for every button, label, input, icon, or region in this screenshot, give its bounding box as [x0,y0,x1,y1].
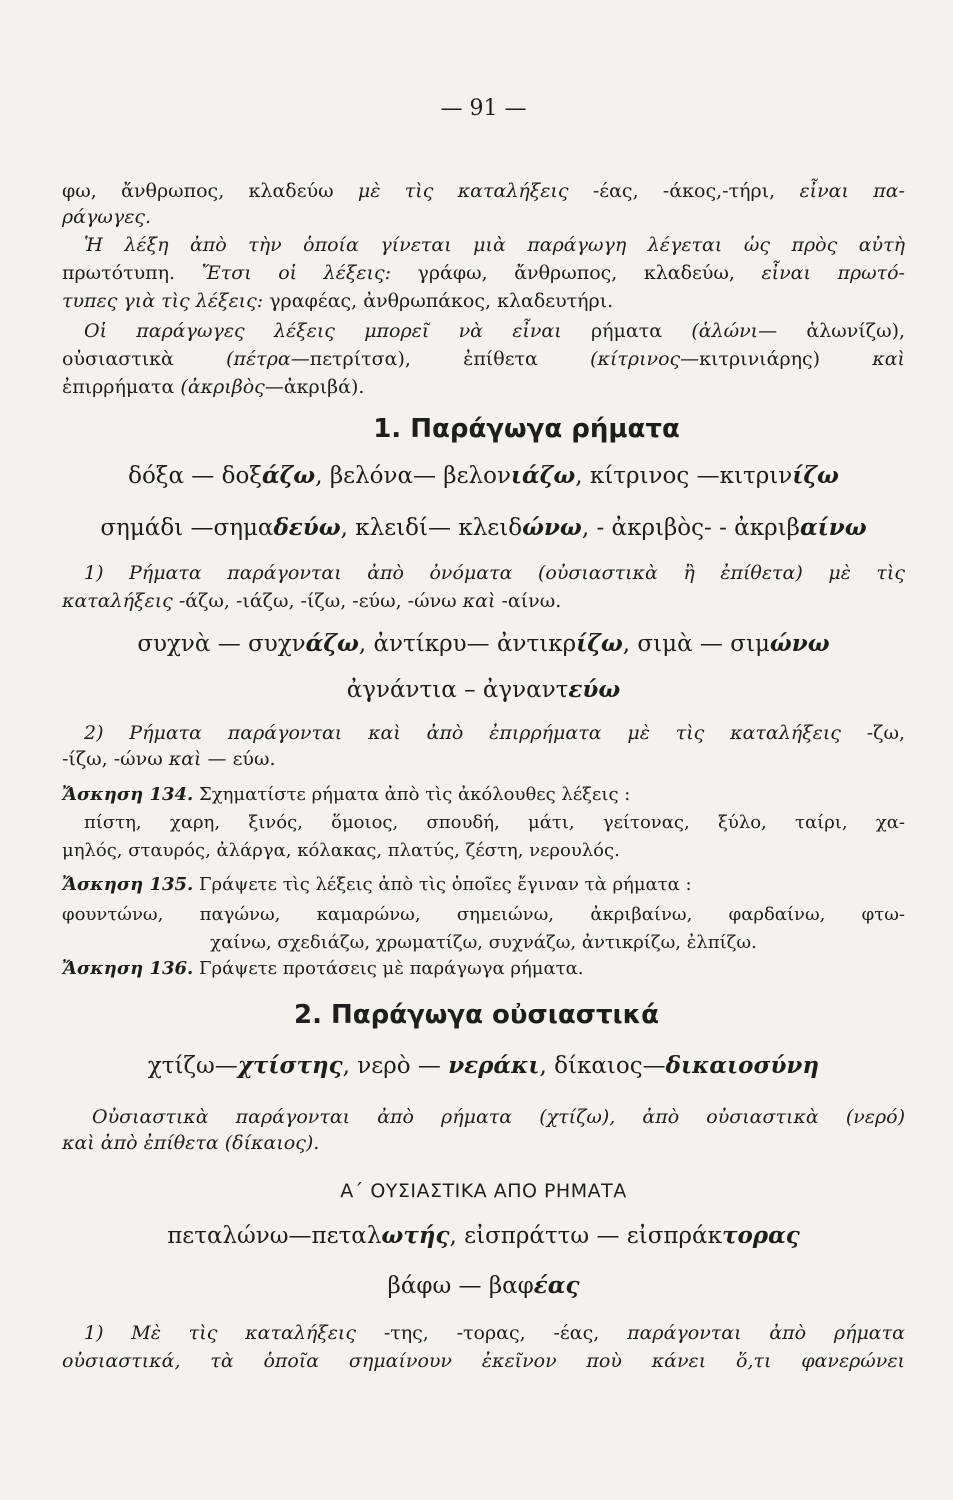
text: συχνὰ — συχν [137,631,306,657]
text: καταλήξεις [62,590,179,612]
exercise-135-line: χαίνω, σχεδιάζω, χρωματίζω, συχνάζω, ἀντικρίζω, ἐλπίζω. [210,932,757,953]
rule-line [62,590,905,613]
example-line [62,1052,905,1081]
text: γραφέας, ἀνθρωπάκος, κλαδευτήρι. [269,290,614,312]
text: δόξα — δοξ [128,463,262,489]
text: — εύω. [207,748,276,770]
text: -ίζω, -ώνω [62,748,169,770]
text: πεταλώνω—πεταλ [167,1223,382,1249]
exercise-135-line [62,874,905,896]
exercise-label: Ἄσκηση 134. [62,784,194,805]
example-line [62,630,905,659]
text: χτίστης [237,1052,343,1079]
text: ίζω [576,630,623,657]
text: σημάδι —σημα [100,515,274,541]
text: φω, ἄνθρωπος, κλαδεύω [62,180,334,202]
example-line [62,1222,905,1251]
example-line [62,514,905,543]
text: ἁλωνίζω), [806,320,906,342]
paragraph-line [84,320,905,343]
text: παράγονται ἀπὸ ρήματα [627,1322,905,1344]
exercise-134-line: πίστη, χαρη, ξινός, ὅμοιος, σπουδή, μάτι, γείτονας, ξύλο, ταίρι, χα- [84,812,905,833]
text: οὐσιαστικὰ [62,348,174,370]
rule-line [84,722,905,745]
text: χτίζω— [147,1053,238,1079]
text: , σιμὰ — σιμ [622,631,770,657]
example-line [62,462,905,491]
text: -ζω, [866,722,905,744]
paragraph-line [62,290,905,313]
text: ἀγνάντια – ἀγναντ [346,677,569,703]
rule-line [84,1322,905,1345]
text: ίζω [792,462,839,489]
text: δεύω [273,514,341,541]
paragraph-line: Ἡ λέξη ἀπὸ τὴν ὁποία γίνεται μιὰ παράγωγη λέγεται ὡς πρὸς αὐτὴ [84,234,905,256]
text: ώνω [769,630,830,657]
text: -αίνω. [501,590,562,612]
example-line [62,676,905,705]
text: βάφω — βαφ [387,1273,534,1299]
text: πετρίτσα), [309,348,464,370]
text: δικαιοσύνη [665,1052,820,1079]
text: , βελόνα— βελον [315,463,511,489]
rule-line [62,748,905,771]
text: Γράψετε προτάσεις μὲ παράγωγα ρήματα. [193,958,584,979]
paragraph-line [62,348,905,371]
text: ἀκριβά). [283,376,365,398]
text: ρήματα [590,320,663,342]
text: ώνω [522,514,582,541]
text: μὲ τὶς καταλήξεις [333,180,593,202]
text: καὶ [462,590,502,612]
exercise-136-line [62,958,905,980]
text: ωτής [381,1222,450,1249]
section-heading: 2. Παράγωγα οὐσιαστικά [293,1000,659,1030]
text: (ἀκριβὸς— [174,376,284,398]
exercise-134-line [62,784,905,806]
paragraph-line: ράγωγες. [62,206,152,228]
text: -έας, -άκος,-τήρι, [592,180,800,202]
text: 2) Ρήματα παράγονται καὶ ἀπὸ ἐπιρρήματα μὲ τὶς καταλήξεις [84,722,867,744]
text: , κλειδί— κλειδ [340,515,523,541]
text: , νερὸ — [342,1053,449,1079]
rule-line: 1) Ρήματα παράγονται ἀπὸ ὀνόματα (οὐσιαστικὰ ἢ ἐπίθετα) μὲ τὶς [84,562,905,584]
text: (κίτρινος— [537,348,700,370]
text: 1) Μὲ τὶς καταλήξεις [84,1322,384,1344]
text: (ἁλώνι— [662,320,807,342]
text: ιάζω [510,462,576,489]
text: νεράκι [448,1052,540,1079]
exercise-label: Ἄσκηση 135. [62,874,194,895]
text: , δίκαιος— [539,1053,666,1079]
text: (πέτρα— [173,348,310,370]
text: , ἀντίκρυ— ἀντικρ [358,631,577,657]
example-line [62,1272,905,1301]
text: αίνω [799,514,867,541]
section-heading: 1. Παράγωγα ρήματα [373,414,680,444]
paragraph-line [62,262,905,285]
text: άζω [305,630,359,657]
text: εύω [568,676,621,703]
text: , κίτρινος —κιτριν [575,463,793,489]
exercise-134-line: μηλός, σταυρός, ἀλάργα, κόλακας, πλατύς, ζέστη, νερουλός. [62,840,620,861]
text: ἐπιρρήματα [62,376,175,398]
text: εἶναι πα- [799,180,905,202]
paragraph-line [62,376,905,399]
text: εἶναι πρωτό- [761,262,905,284]
text: καὶ [168,748,208,770]
text: Γράψετε τὶς λέξεις ἀπὸ τὶς ὁποῖες ἔγιναν τὰ ρήματα : [193,874,692,895]
text: κιτρινιάρης) [699,348,873,370]
text: , - ἀκριβὸς- - ἀκριβ [581,515,800,541]
paragraph-line [62,180,905,203]
exercise-135-line: φουντώνω, παγώνω, καμαρώνω, σημειώνω, ἀκριβαίνω, φαρδαίνω, φτω- [62,904,905,925]
page-number: — 91 — [440,96,527,121]
text: έας [533,1272,580,1299]
text: -άζω, -ιάζω, -ίζω, -εύω, -ώνω [178,590,463,612]
text: -της, -τορας, -έας, [383,1322,628,1344]
text: Οἱ παράγωγες λέξεις μπορεῖ νὰ εἶναι [84,320,591,342]
text: , εἰσπράττω — εἰσπράκ [449,1223,722,1249]
rule-line: καὶ ἀπὸ ἐπίθετα (δίκαιος). [62,1132,320,1154]
rule-line: οὐσιαστικά, τὰ ὁποῖα σημαίνουν ἐκεῖνον ποὺ κάνει ὅ,τι φανερώνει [62,1350,905,1372]
text: τυπες γιὰ τὶς λέξεις: [62,290,270,312]
text: καὶ [872,348,906,370]
text: άζω [261,462,316,489]
text: πρωτότυπη. [62,262,202,284]
rule-line: Οὐσιαστικὰ παράγονται ἀπὸ ρήματα (χτίζω), ἀπὸ οὐσιαστικὰ (νερό) [92,1106,905,1128]
text: Σχηματίστε ρήματα ἀπὸ τὶς ἀκόλουθες λέξεις : [193,784,631,805]
text: ἐπίθετα [463,348,538,370]
subheading: Α΄ ΟΥΣΙΑΣΤΙΚΑ ΑΠΟ ΡΗΜΑΤΑ [340,1180,627,1202]
text: τορας [721,1222,800,1249]
text: γράφω, ἄνθρωπος, κλαδεύω, [417,262,762,284]
text: Ἔτσι οἱ λέξεις: [201,262,418,284]
exercise-label: Ἄσκηση 136. [62,958,194,979]
